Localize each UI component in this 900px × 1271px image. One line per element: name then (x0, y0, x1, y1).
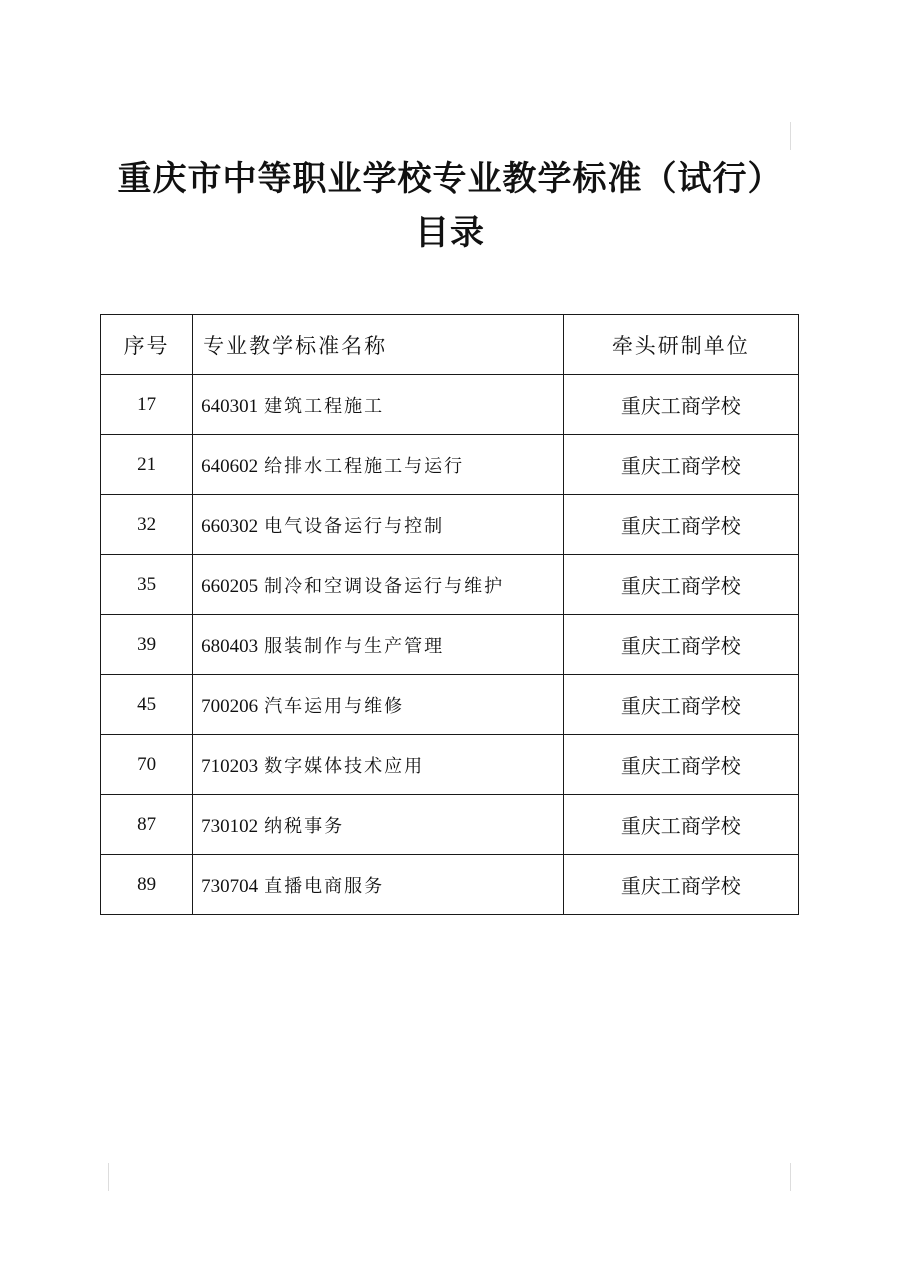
row-name-cell (193, 375, 564, 435)
row-no: 87 (101, 795, 193, 855)
row-unit: 重庆工商学校 (563, 435, 798, 495)
row-code: 710203 (201, 755, 259, 777)
row-name-cell (193, 675, 564, 735)
row-name: 汽车运用与维修 (264, 695, 405, 717)
row-unit: 重庆工商学校 (563, 795, 798, 855)
row-no: 35 (101, 555, 193, 615)
row-unit: 重庆工商学校 (563, 675, 798, 735)
row-name: 电气设备运行与控制 (264, 515, 445, 537)
row-name: 服装制作与生产管理 (264, 635, 445, 657)
row-no: 45 (101, 675, 193, 735)
row-code: 730704 (201, 875, 259, 897)
row-name-cell (193, 795, 564, 855)
row-unit: 重庆工商学校 (563, 855, 798, 915)
row-code: 660205 (201, 575, 259, 597)
row-code: 680403 (201, 635, 259, 657)
document-title: 重庆市中等职业学校专业教学标准（试行） (117, 159, 783, 199)
table-header-row (101, 315, 799, 375)
row-no: 70 (101, 735, 193, 795)
row-name: 给排水工程施工与运行 (264, 455, 465, 477)
header-no: 序号 (101, 315, 193, 375)
toc-table (100, 314, 799, 915)
row-unit: 重庆工商学校 (563, 375, 798, 435)
row-unit: 重庆工商学校 (563, 735, 798, 795)
table-row (101, 795, 799, 855)
row-no: 89 (101, 855, 193, 915)
row-name: 纳税事务 (264, 815, 345, 837)
row-unit: 重庆工商学校 (563, 615, 798, 675)
table-row (101, 375, 799, 435)
table-row (101, 855, 799, 915)
header-unit: 牵头研制单位 (563, 315, 798, 375)
row-name: 制冷和空调设备运行与维护 (264, 575, 505, 597)
title-block (0, 152, 900, 260)
row-name-cell (193, 855, 564, 915)
document-subtitle: 目录 (415, 213, 485, 253)
table-row (101, 615, 799, 675)
row-name: 数字媒体技术应用 (264, 755, 425, 777)
header-name: 专业教学标准名称 (193, 315, 564, 375)
row-code: 640301 (201, 395, 259, 417)
row-unit: 重庆工商学校 (563, 495, 798, 555)
row-no: 32 (101, 495, 193, 555)
row-no: 21 (101, 435, 193, 495)
row-name: 直播电商服务 (264, 875, 385, 897)
row-name-cell (193, 735, 564, 795)
row-code: 640602 (201, 455, 259, 477)
row-name-cell (193, 495, 564, 555)
table-row (101, 495, 799, 555)
row-code: 700206 (201, 695, 259, 717)
row-no: 17 (101, 375, 193, 435)
row-code: 660302 (201, 515, 259, 537)
row-name-cell (193, 555, 564, 615)
row-name-cell (193, 435, 564, 495)
row-no: 39 (101, 615, 193, 675)
corner-mark-bottom-right (790, 1163, 791, 1191)
table-row (101, 675, 799, 735)
table-row (101, 435, 799, 495)
corner-mark-bottom-left (108, 1163, 109, 1191)
row-name: 建筑工程施工 (264, 395, 385, 417)
row-name-cell (193, 615, 564, 675)
table-row (101, 735, 799, 795)
row-unit: 重庆工商学校 (563, 555, 798, 615)
row-code: 730102 (201, 815, 259, 837)
corner-mark-top-right (790, 122, 791, 150)
table-row (101, 555, 799, 615)
